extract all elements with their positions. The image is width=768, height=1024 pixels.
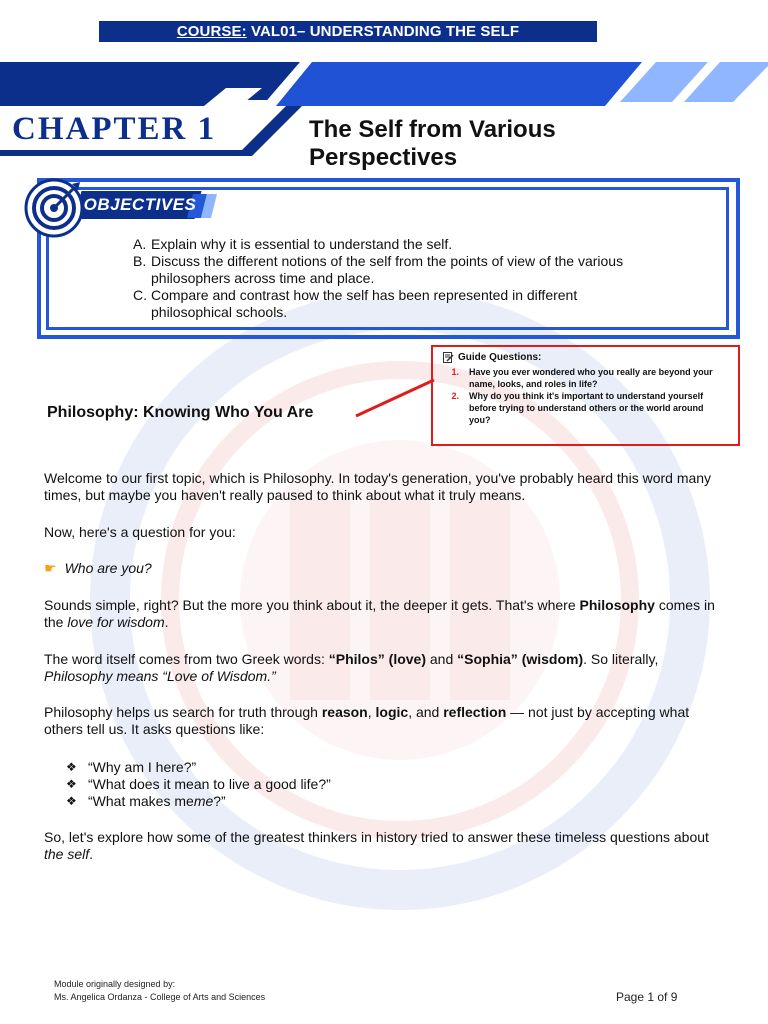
guide-question bbox=[437, 390, 727, 426]
paragraph-greek-origin bbox=[44, 651, 724, 685]
bullet-item bbox=[66, 759, 331, 776]
footer-credit-line2: Ms. Angelica Ordanza - College of Arts and Sciences bbox=[54, 992, 266, 1002]
objective-item bbox=[133, 287, 653, 321]
text-span: — not just by accepting what others tell us. It asks questions like: bbox=[44, 704, 690, 737]
text-span: Sounds simple, right? But the more you think about it, the deeper it gets. That's where bbox=[44, 597, 580, 613]
guide-question-number: 1. bbox=[451, 367, 459, 377]
text-span: and bbox=[426, 651, 458, 667]
chapter-title-line1: The Self from Various bbox=[309, 116, 556, 143]
bullet-text: “What does it mean to live a good life?” bbox=[88, 776, 331, 792]
course-title: VAL01– UNDERSTANDING THE SELF bbox=[246, 23, 520, 40]
text-span: Philosophy helps us search for truth through bbox=[44, 704, 322, 720]
text-bold: “Philos” (love) bbox=[328, 651, 426, 667]
chapter-number: CHAPTER 1 bbox=[12, 111, 217, 147]
objective-text: Compare and contrast how the self has been represented in different philosophical schools. bbox=[151, 287, 578, 320]
guide-questions-heading bbox=[443, 352, 541, 363]
text-bold: reason bbox=[321, 704, 368, 720]
paragraph-who-are-you bbox=[44, 560, 152, 577]
bullet-text: “Why am I here?” bbox=[88, 759, 197, 775]
chapter-title bbox=[309, 116, 669, 172]
chapter-title-line2: Perspectives bbox=[309, 144, 458, 171]
bullet-text: “What makes me bbox=[88, 793, 194, 809]
text-span: The word itself comes from two Greek words: bbox=[44, 651, 329, 667]
text-bold: Philosophy bbox=[579, 597, 655, 613]
text-bold: logic bbox=[375, 704, 409, 720]
objective-text: Explain why it is essential to understand the self. bbox=[151, 236, 453, 252]
page-number: Page 1 of 9 bbox=[616, 990, 678, 1004]
text-italic: the self bbox=[44, 846, 90, 862]
text-span: . bbox=[89, 846, 94, 862]
paragraph-philosophy-helps bbox=[44, 704, 724, 738]
text-span: , bbox=[367, 704, 376, 720]
who-are-you-text: Who are you? bbox=[64, 560, 152, 576]
objectives-label: OBJECTIVES bbox=[83, 195, 197, 214]
objective-letter: C. bbox=[133, 287, 147, 303]
paragraph-intro: Welcome to our first topic, which is Philosophy. In today's generation, you've probably heard this word many times, but maybe you haven't really paused to think about what it truly means. bbox=[44, 470, 712, 503]
question-bullets bbox=[66, 759, 331, 810]
objective-letter: A. bbox=[133, 236, 147, 252]
text-span: . So literally, bbox=[583, 651, 659, 667]
text-bold: “Sophia” (wisdom) bbox=[457, 651, 584, 667]
text-italic: love for wisdom bbox=[67, 614, 165, 630]
bullet-item bbox=[66, 776, 331, 793]
target-icon bbox=[24, 178, 84, 238]
paragraph-question-lead: Now, here's a question for you: bbox=[44, 524, 236, 540]
bullet-text-italic: me bbox=[193, 793, 214, 809]
text-span: , and bbox=[408, 704, 444, 720]
bullet-text: ?” bbox=[213, 793, 226, 809]
text-span: So, let's explore how some of the greatest thinkers in history tried to answer these timeless questions about bbox=[44, 829, 709, 845]
objective-item bbox=[133, 236, 653, 253]
footer-credit-line1: Module originally designed by: bbox=[54, 979, 176, 989]
diamond-bullet-icon: ❖ bbox=[66, 760, 77, 774]
guide-question-text: Have you ever wondered who you really are beyond your name, looks, and roles in life? bbox=[469, 367, 713, 389]
objective-letter: B. bbox=[133, 253, 147, 269]
guide-question-number: 2. bbox=[451, 391, 459, 401]
course-header bbox=[99, 21, 597, 42]
footer-credits bbox=[54, 978, 265, 1004]
objective-text: Discuss the different notions of the self from the points of view of the various philosophers across time and place. bbox=[151, 253, 624, 286]
diamond-bullet-icon: ❖ bbox=[66, 777, 77, 791]
pointing-hand-icon: ☛ bbox=[44, 560, 57, 576]
objectives-list bbox=[133, 236, 653, 321]
callout-connector-line bbox=[350, 376, 440, 420]
diamond-bullet-icon: ❖ bbox=[66, 794, 77, 808]
text-span: comes in the bbox=[44, 597, 715, 630]
text-span: . bbox=[164, 614, 169, 630]
text-bold: reflection bbox=[443, 704, 507, 720]
bullet-item bbox=[66, 793, 331, 810]
guide-question-text: Why do you think it's important to understand yourself before trying to understand others or the world around you? bbox=[469, 391, 704, 425]
guide-heading-text: Guide Questions: bbox=[458, 352, 542, 363]
note-edit-icon bbox=[443, 352, 454, 363]
guide-questions-list bbox=[437, 366, 727, 426]
paragraph-explore bbox=[44, 829, 724, 863]
guide-question bbox=[437, 366, 727, 390]
text-italic: Philosophy means “Love of Wisdom.” bbox=[44, 668, 276, 684]
course-label: COURSE: bbox=[176, 23, 247, 40]
objective-item bbox=[133, 253, 653, 287]
topic-title: Philosophy: Knowing Who You Are bbox=[47, 404, 314, 421]
paragraph-philosophy-intro bbox=[44, 597, 724, 631]
